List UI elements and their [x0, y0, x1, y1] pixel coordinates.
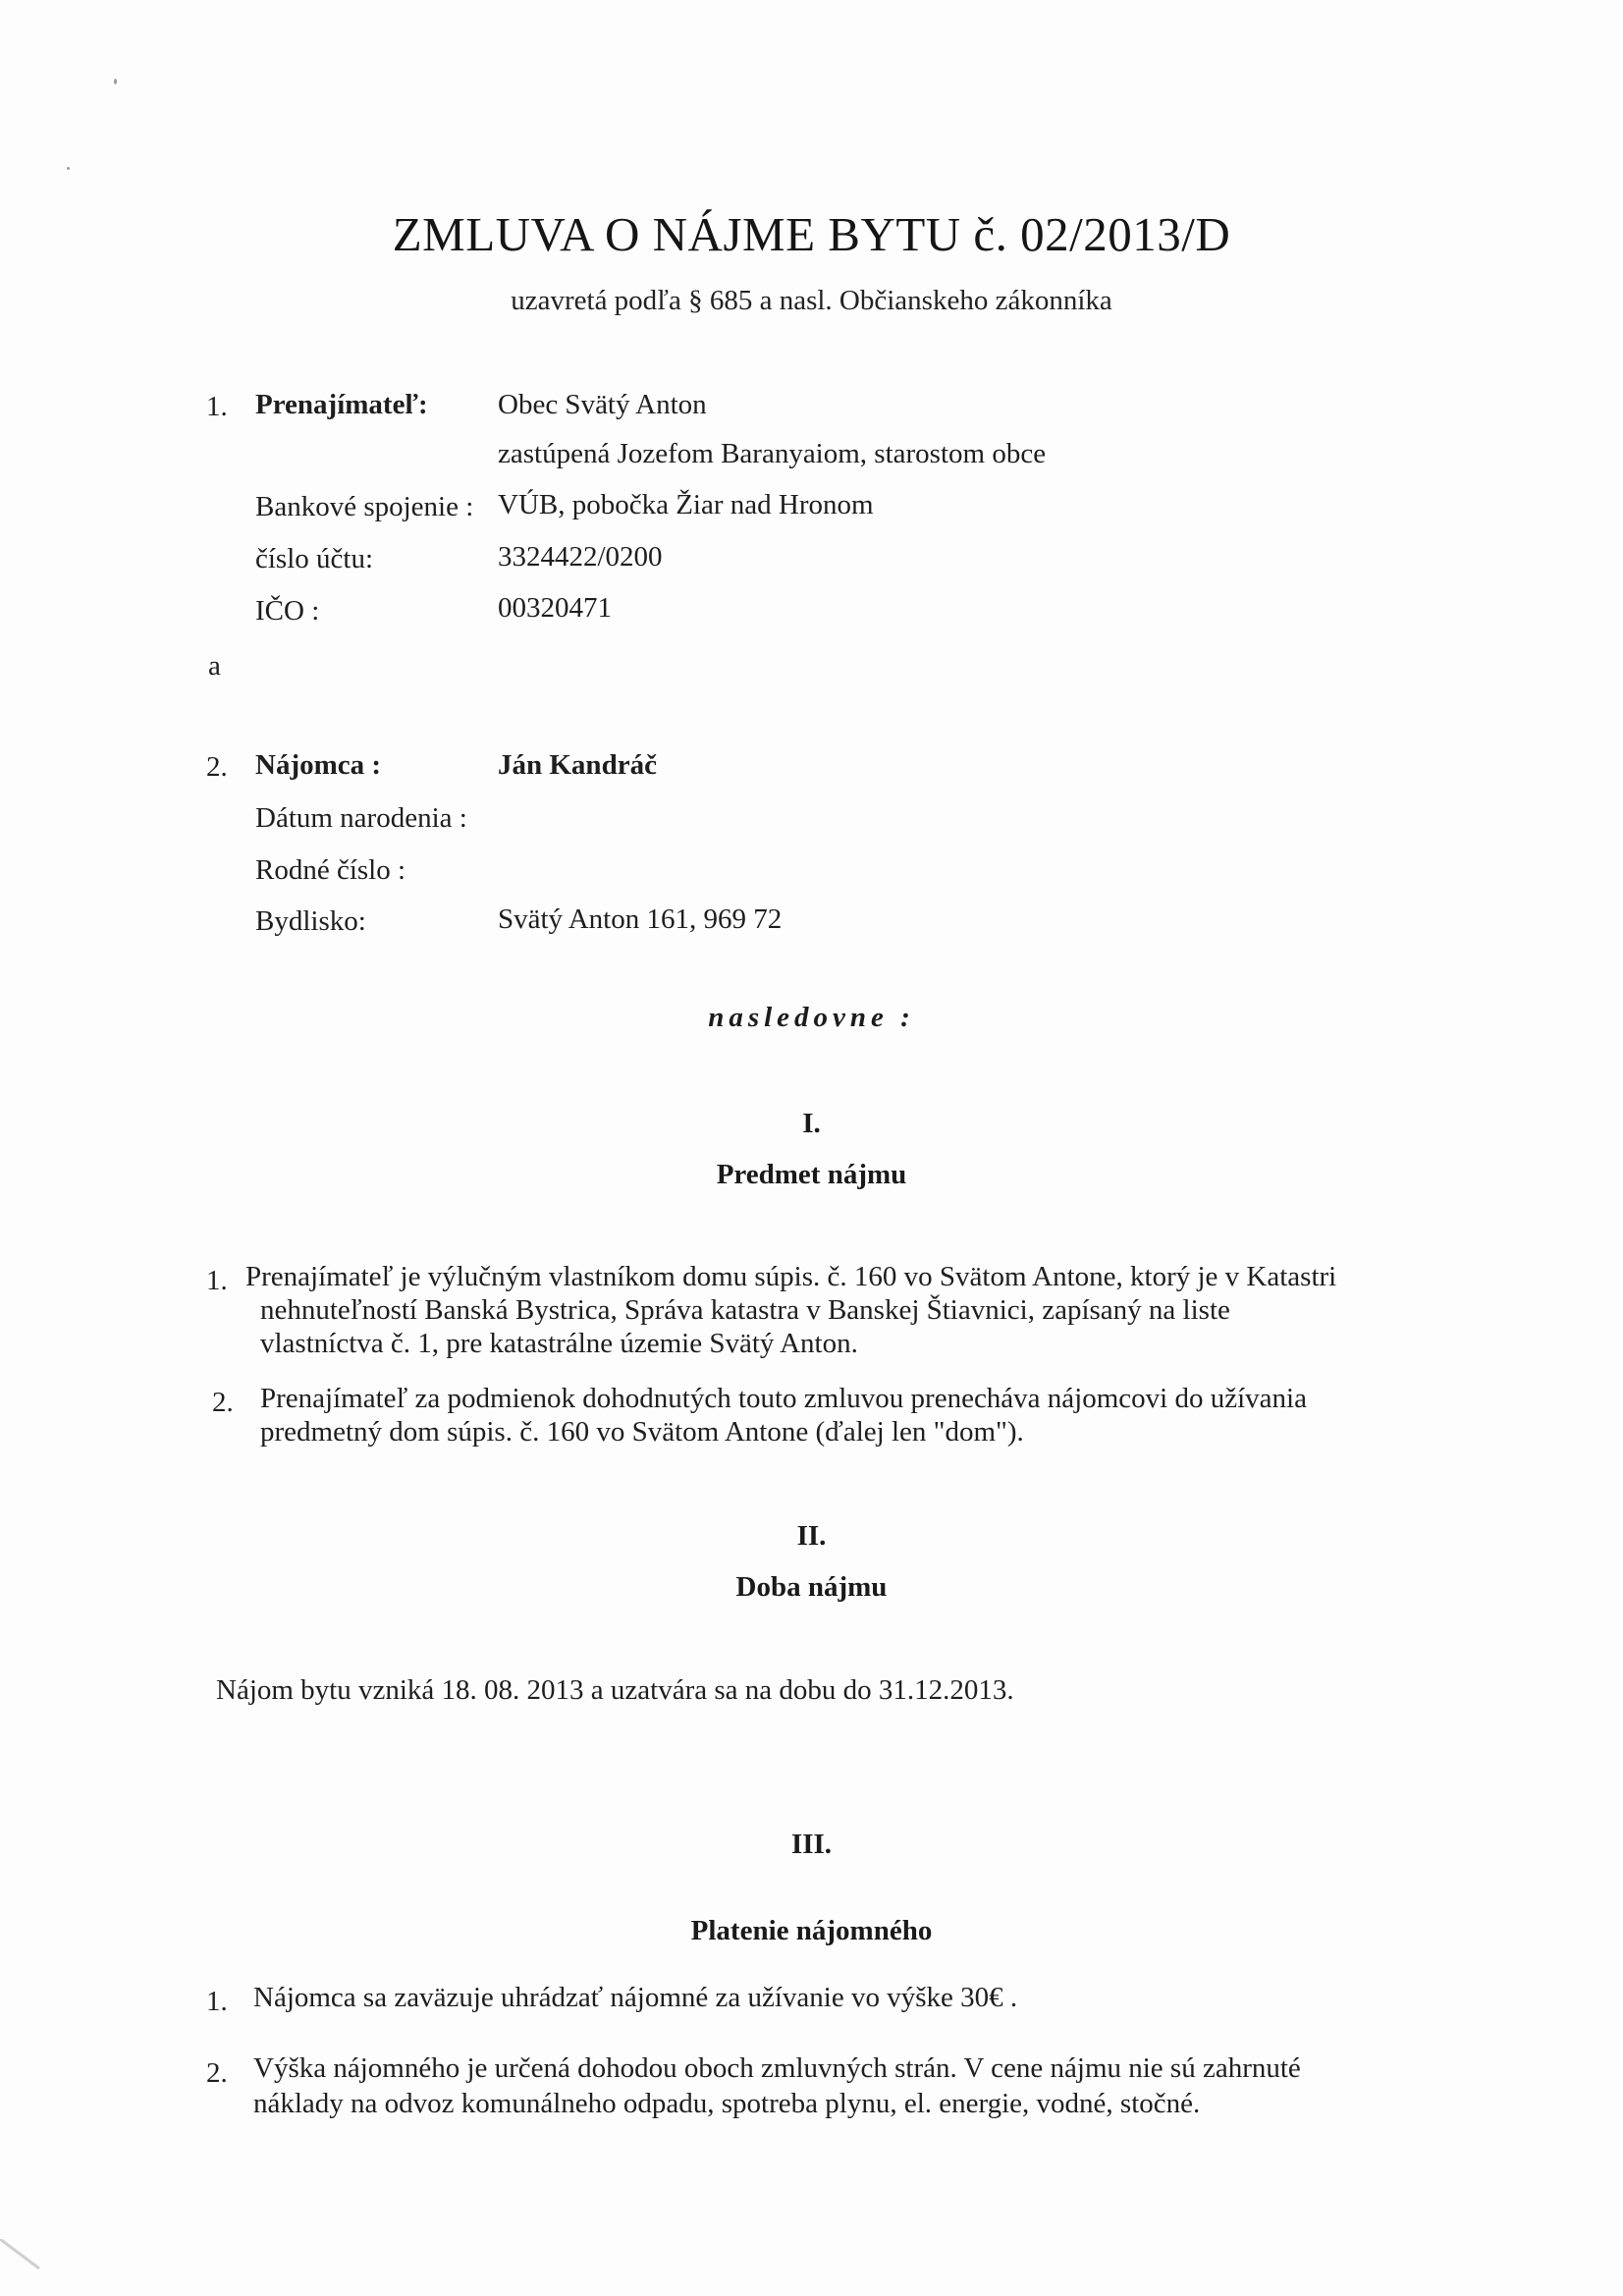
s1-item1-line3: vlastníctva č. 1, pre katastrálne územie Svätý Anton. [260, 1328, 858, 1359]
account-value: 3324422/0200 [498, 541, 663, 573]
s3-item2-line2: náklady na odvoz komunálneho odpadu, spotreba plynu, el. energie, vodné, stočné. [253, 2088, 1201, 2119]
s2-text: Nájom bytu vzniká 18. 08. 2013 a uzatvára sa na dobu do 31.12.2013. [216, 1674, 1014, 1706]
address-value: Svätý Anton 161, 969 72 [498, 903, 783, 935]
s1-item1-line2: nehnuteľností Banská Bystrica, Správa katastra v Banskej Štiavnici, zapísaný na liste [260, 1294, 1230, 1326]
scan-corner-mark [0, 2239, 59, 2296]
party2-name: Ján Kandráč [498, 749, 657, 781]
ico-label: IČO : [255, 595, 320, 627]
id-label: Rodné číslo : [255, 854, 406, 886]
contract-subtitle: uzavretá podľa § 685 a nasl. Občianskeho zákonníka [511, 285, 1112, 316]
party1-name: Obec Svätý Anton [498, 389, 707, 420]
address-label: Bydlisko: [255, 905, 366, 937]
party1-number: 1. [206, 391, 228, 422]
s3-item1-number: 1. [206, 1986, 228, 2017]
s1-item1-number: 1. [206, 1265, 228, 1296]
s1-item2-line1: Prenajímateľ za podmienok dohodnutých touto zmluvou prenecháva nájomcovi do užívania [260, 1383, 1307, 1414]
section-2-title: Doba nájmu [735, 1571, 888, 1603]
scan-speck [67, 167, 70, 170]
party1-label: Prenajímateľ: [255, 389, 428, 420]
s1-item2-line2: predmetný dom súpis. č. 160 vo Svätom Antone (ďalej len "dom"). [260, 1416, 1024, 1448]
bank-value: VÚB, pobočka Žiar nad Hronom [498, 489, 874, 520]
section-1-title: Predmet nájmu [716, 1159, 907, 1190]
s3-item2-line1: Výška nájomného je určená dohodou oboch zmluvných strán. V cene nájmu nie sú zahrnuté [253, 2052, 1301, 2084]
s3-item2-number: 2. [206, 2057, 228, 2089]
account-label: číslo účtu: [255, 543, 374, 574]
ico-value: 00320471 [498, 592, 612, 624]
section-2-number: II. [796, 1520, 827, 1552]
s1-item2-number: 2. [212, 1387, 234, 1418]
s3-item1-text: Nájomca sa zaväzuje uhrádzať nájomné za užívanie vo výške 30€ . [253, 1982, 1018, 2013]
scan-speck [114, 79, 117, 84]
party2-label: Nájomca : [255, 749, 382, 781]
nasledovne-heading: nasledovne : [708, 1002, 915, 1033]
bank-label: Bankové spojenie : [255, 491, 474, 522]
birth-label: Dátum narodenia : [255, 802, 467, 834]
section-1-number: I. [802, 1108, 821, 1139]
party1-represented: zastúpená Jozefom Baranyaiom, starostom obce [498, 438, 1047, 469]
party2-number: 2. [206, 751, 228, 783]
conjunction: a [208, 650, 221, 682]
section-3-title: Platenie nájomného [690, 1915, 933, 1946]
s1-item1-line1: Prenajímateľ je výlučným vlastníkom domu súpis. č. 160 vo Svätom Antone, ktorý je v Katastri [245, 1261, 1337, 1292]
section-3-number: III. [790, 1829, 833, 1860]
contract-title: ZMLUVA O NÁJME BYTU č. 02/2013/D [392, 207, 1231, 261]
